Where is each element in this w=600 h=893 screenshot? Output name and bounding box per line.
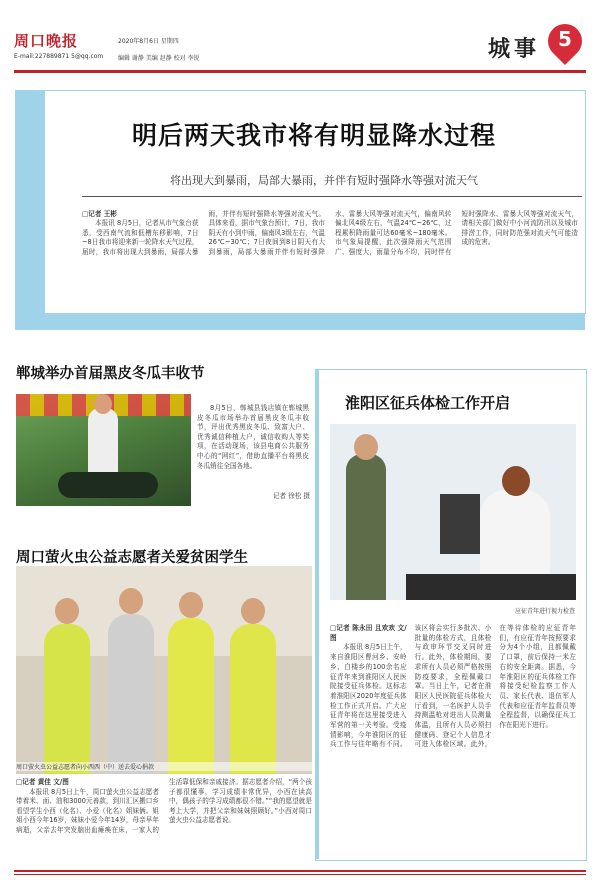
newspaper-logo: 周口晚报 <box>14 32 79 50</box>
enlist-accent-bar <box>315 369 319 859</box>
black-melon <box>58 472 158 498</box>
page-number: 5 <box>558 27 572 51</box>
masthead-divider <box>14 70 586 73</box>
volunteer-figure <box>44 624 90 774</box>
melon-article-body: 8月5日，郸城县钱店镇在郸城黑皮冬瓜市场举办首届黑皮冬瓜丰收节，评出优秀黑皮冬瓜、致富大户、优秀诚信种植大户，诚信收购人等奖项，在活动现场，该县电商公共服务中心的“网红”，借助直播平台将黑皮冬瓜销往全国各地。 <box>197 404 309 470</box>
firefly-photo-caption: 周口萤火虫公益志愿者向小西西（中）送去爱心捐款 <box>16 762 312 771</box>
farmer-head <box>94 394 112 414</box>
firefly-article-title: 周口萤火虫公益志愿者关爱贫困学生 <box>16 550 248 566</box>
contact-email: E-mail:227889871 5@qq.com <box>14 53 104 60</box>
officer-figure <box>346 454 386 600</box>
volunteer-photo <box>16 566 312 774</box>
enlist-article-title: 淮阳区征兵体检工作开启 <box>345 394 511 412</box>
exam-machine <box>440 494 480 554</box>
volunteer-figure <box>230 624 276 774</box>
footer-divider-thin <box>14 874 586 875</box>
enlist-byline: □记者 陈永田 且欢欢 文/图 <box>330 624 407 642</box>
lead-byline: □记者 王彬 <box>82 210 117 218</box>
lead-paragraph: 本报讯 8月5日，记者从市气象台获悉，受西南气流和低槽东移影响，7日~8日我市将迎来新一轮降水天气过程，届时，我市将出现大到暴雨，局部大暴雨，并伴有短时强降水等强对流天气。具体来看，据市气象台预计，7日，我市阴天有小到中雨，偏南风3级左右，气温26℃~30℃；7日夜间到8日阴天有大到暴雨，局部大暴雨并伴有短时强降水、雷暴大风等强对流天气，偏南风转偏北风4级左右，气温24℃~26℃，过程累积降雨量可达60毫米~180毫米。市气象局提醒，此次强降雨天气范围广、强度大，雨量分布不均，同时伴有短时强降水、雷暴大风等强对流天气，请相关部门做好中小河流防汛以及城市排涝工作，同时防范强对流天气可能造成的危害。 <box>82 210 578 256</box>
student-figure <box>108 614 154 774</box>
melon-festival-photo <box>16 394 191 506</box>
lead-divider <box>82 196 582 197</box>
enlist-article-body <box>330 624 576 854</box>
lead-article-body <box>82 210 578 306</box>
eye-exam-photo <box>330 424 576 600</box>
enlist-photo-caption: 应征青年进行视力检查 <box>514 608 575 615</box>
melon-photo-credit: 记者 徐松 摄 <box>272 492 310 500</box>
editor-credits: 编辑 谢静 美编 赵静 校对 李锐 <box>118 55 200 62</box>
volunteer-figure <box>168 618 214 774</box>
footer-divider <box>14 870 586 872</box>
firefly-article-body <box>16 778 312 858</box>
doctor-head <box>502 466 530 496</box>
melon-article-title: 郸城举办首届黑皮冬瓜丰收节 <box>16 366 205 382</box>
lead-headline: 明后两天我市将有明显降水过程 <box>131 121 496 150</box>
firefly-byline: □记者 黄佳 文/图 <box>16 778 69 786</box>
enlist-paragraph: 本报讯 8月5日上午，来自淮阳区曹河乡、安岭乡、白楼乡的100余名应征青年来到淮阳区人民医院接受征兵体检。这标志着淮阳区2020年度征兵体检工作正式开启。广大应征青年将在这里接受进入军营的第一关考验。受疫情影响，今年淮阳区的征兵工作与往年略有不同。该区将会实行多批次、小批量的体检方式，且体检与政审环节交叉同时进行。此外，体检期间，要求所有人员必须严格按照防疫要求，全程佩戴口罩。当日上午，记者在淮阳区人民医院征兵体检大厅看到，一名医护人员手持测温枪对进出人员测量体温，且所有人员必须扫健康码、登记个人信息才可进入体检区域。此外，在等待体检的应征青年们，有应征青年按照要求分为4个小组，且都佩戴了口罩，前后保持一米左右的安全距离。据悉，今年淮阳区的征兵体检工作将接受纪检监察工作人员、家长代表、退伍军人代表和应征青年监督员等全程监督，以确保征兵工作在阳光下进行。 <box>330 624 576 749</box>
farmer-figure <box>88 408 118 480</box>
issue-date: 2020年8月6日 星期四 <box>118 38 179 45</box>
firefly-paragraph: 本报讯 8月5日上午，周口萤火虫公益志愿者带着米、面、油和3000元善款，到川汇区搬口乡看望学生小西（化名）、小爱（化名）姐妹俩。姐姐小西今年16岁，妹妹小爱今年14岁，母亲早年病逝，父亲去年突发脑出血瘫痪在床，一家人的生活靠低保和亲戚接济。据志愿者介绍，“两个孩子都很懂事，学习成绩非常优异，小西在读高中，偶孩子的学习成绩都很不错。”“我的愿望就是考上大学，并把父亲和妹妹照顾好。”小西对周口萤火虫公益志愿者说。 <box>16 778 312 834</box>
exam-desk <box>406 574 576 600</box>
officer-head <box>354 434 378 460</box>
lead-subhead: 将出现大到暴雨，局部大暴雨，并伴有短时强降水等强对流天气 <box>170 174 478 187</box>
section-title: 城事 <box>488 36 541 62</box>
